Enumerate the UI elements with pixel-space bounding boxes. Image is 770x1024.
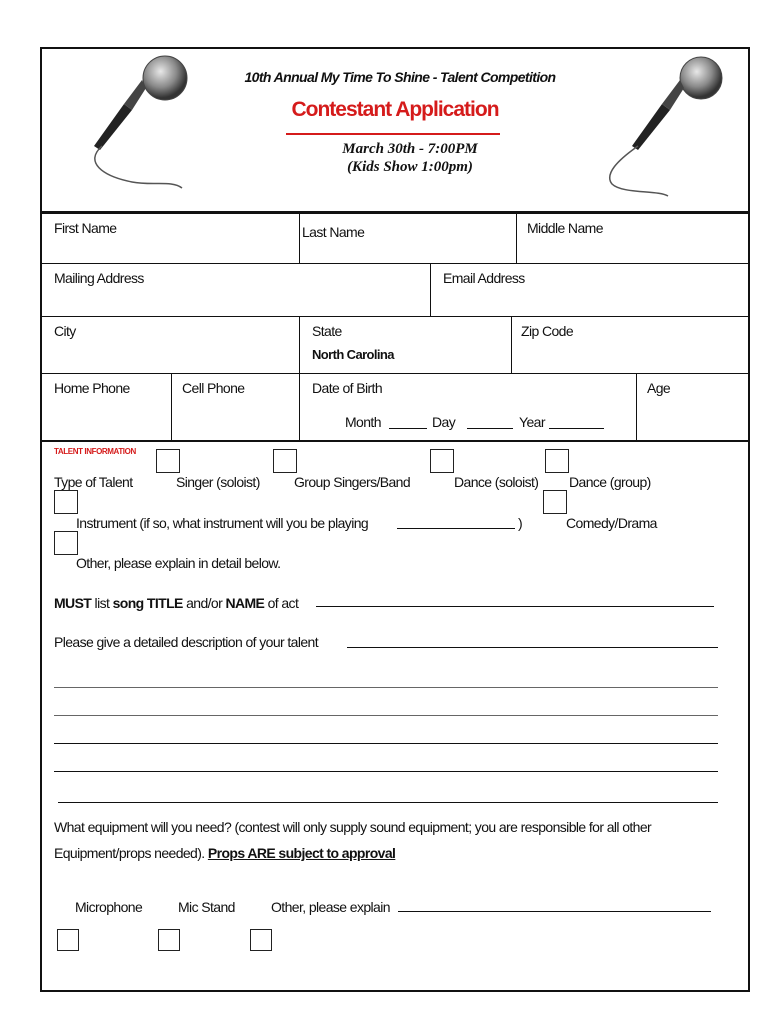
type-of-talent-label: Type of Talent xyxy=(54,474,133,490)
group-singers-checkbox[interactable] xyxy=(273,449,297,473)
section-title-talent: TALENT INFORMATION xyxy=(54,447,136,456)
comedy-drama-checkbox[interactable] xyxy=(543,490,567,514)
title-underline xyxy=(286,133,500,135)
col-divider xyxy=(299,213,300,263)
event-date xyxy=(260,140,560,176)
date-line: March 30th - 7:00PM xyxy=(342,141,478,157)
description-line[interactable] xyxy=(58,802,718,803)
col-divider xyxy=(636,373,637,440)
month-blank[interactable] xyxy=(389,428,427,429)
other-talent-label: Other, please explain in detail below. xyxy=(76,555,281,571)
last-name-field[interactable]: Last Name xyxy=(302,224,365,240)
kids-show-line: (Kids Show 1:00pm) xyxy=(347,159,473,175)
row-divider xyxy=(40,263,750,264)
other-equipment-checkbox[interactable] xyxy=(250,929,272,951)
dance-soloist-checkbox[interactable] xyxy=(430,449,454,473)
other-talent-checkbox[interactable] xyxy=(54,531,78,555)
description-line[interactable] xyxy=(54,743,718,744)
instrument-label: Instrument (if so, what instrument will you be playing xyxy=(76,515,369,531)
year-blank[interactable] xyxy=(549,428,604,429)
col-divider xyxy=(430,263,431,316)
song-title-label xyxy=(54,595,298,611)
row-divider xyxy=(40,373,750,374)
equipment-question-2 xyxy=(54,845,395,861)
col-divider xyxy=(299,373,300,440)
singer-checkbox[interactable] xyxy=(156,449,180,473)
singer-label: Singer (soloist) xyxy=(176,474,260,490)
description-line[interactable] xyxy=(54,771,718,772)
microphone-checkbox[interactable] xyxy=(57,929,79,951)
description-blank[interactable] xyxy=(347,647,718,648)
dance-group-checkbox[interactable] xyxy=(545,449,569,473)
page-title: Contestant Application xyxy=(291,98,499,121)
group-singers-label: Group Singers/Band xyxy=(294,474,411,490)
day-label: Day xyxy=(432,414,456,430)
row-divider xyxy=(40,440,750,442)
city-field[interactable]: City xyxy=(54,323,76,339)
middle-name-field[interactable]: Middle Name xyxy=(527,220,603,236)
other-equipment-blank[interactable] xyxy=(398,911,711,912)
col-divider xyxy=(516,213,517,263)
date-of-birth-label: Date of Birth xyxy=(312,380,383,396)
must-text-2: and/or xyxy=(182,595,226,611)
state-label: State xyxy=(312,323,342,339)
equipment-question: What equipment will you need? (contest will only supply sound equipment; you are responsible for all other xyxy=(54,819,652,835)
first-name-field[interactable]: First Name xyxy=(54,220,117,236)
home-phone-field[interactable]: Home Phone xyxy=(54,380,130,396)
comedy-drama-label: Comedy/Drama xyxy=(566,515,657,531)
microphone-label: Microphone xyxy=(75,899,143,915)
mailing-address-field[interactable]: Mailing Address xyxy=(54,270,144,286)
header-divider xyxy=(40,211,750,214)
state-value: North Carolina xyxy=(312,347,394,362)
song-title-blank[interactable] xyxy=(316,606,714,607)
description-label: Please give a detailed description of your talent xyxy=(54,634,319,650)
must-bold: MUST xyxy=(54,595,92,611)
instrument-checkbox[interactable] xyxy=(54,490,78,514)
name-bold: NAME xyxy=(225,595,265,611)
song-title-bold: song TITLE xyxy=(112,595,183,611)
description-line[interactable] xyxy=(54,715,718,716)
col-divider xyxy=(171,373,172,440)
col-divider xyxy=(299,316,300,373)
email-address-field[interactable]: Email Address xyxy=(443,270,525,286)
cell-phone-field[interactable]: Cell Phone xyxy=(182,380,245,396)
mic-stand-label: Mic Stand xyxy=(178,899,235,915)
instrument-close-paren: ) xyxy=(518,515,523,531)
dance-soloist-label: Dance (soloist) xyxy=(454,474,539,490)
zip-code-field[interactable]: Zip Code xyxy=(521,323,574,339)
year-label: Year xyxy=(519,414,545,430)
event-title: 10th Annual My Time To Shine - Talent Competition xyxy=(244,69,556,85)
day-blank[interactable] xyxy=(467,428,513,429)
equipment-question-text: Equipment/props needed). xyxy=(54,845,208,861)
approval-note: Props ARE subject to approval xyxy=(207,845,396,861)
description-line[interactable] xyxy=(54,687,718,688)
col-divider xyxy=(511,316,512,373)
row-divider xyxy=(40,316,750,317)
month-label: Month xyxy=(345,414,381,430)
must-text-3: of act xyxy=(264,595,299,611)
age-field[interactable]: Age xyxy=(647,380,671,396)
other-equipment-label: Other, please explain xyxy=(271,899,390,915)
instrument-blank[interactable] xyxy=(397,528,515,529)
must-text-1: list xyxy=(91,595,113,611)
dance-group-label: Dance (group) xyxy=(569,474,651,490)
mic-stand-checkbox[interactable] xyxy=(158,929,180,951)
